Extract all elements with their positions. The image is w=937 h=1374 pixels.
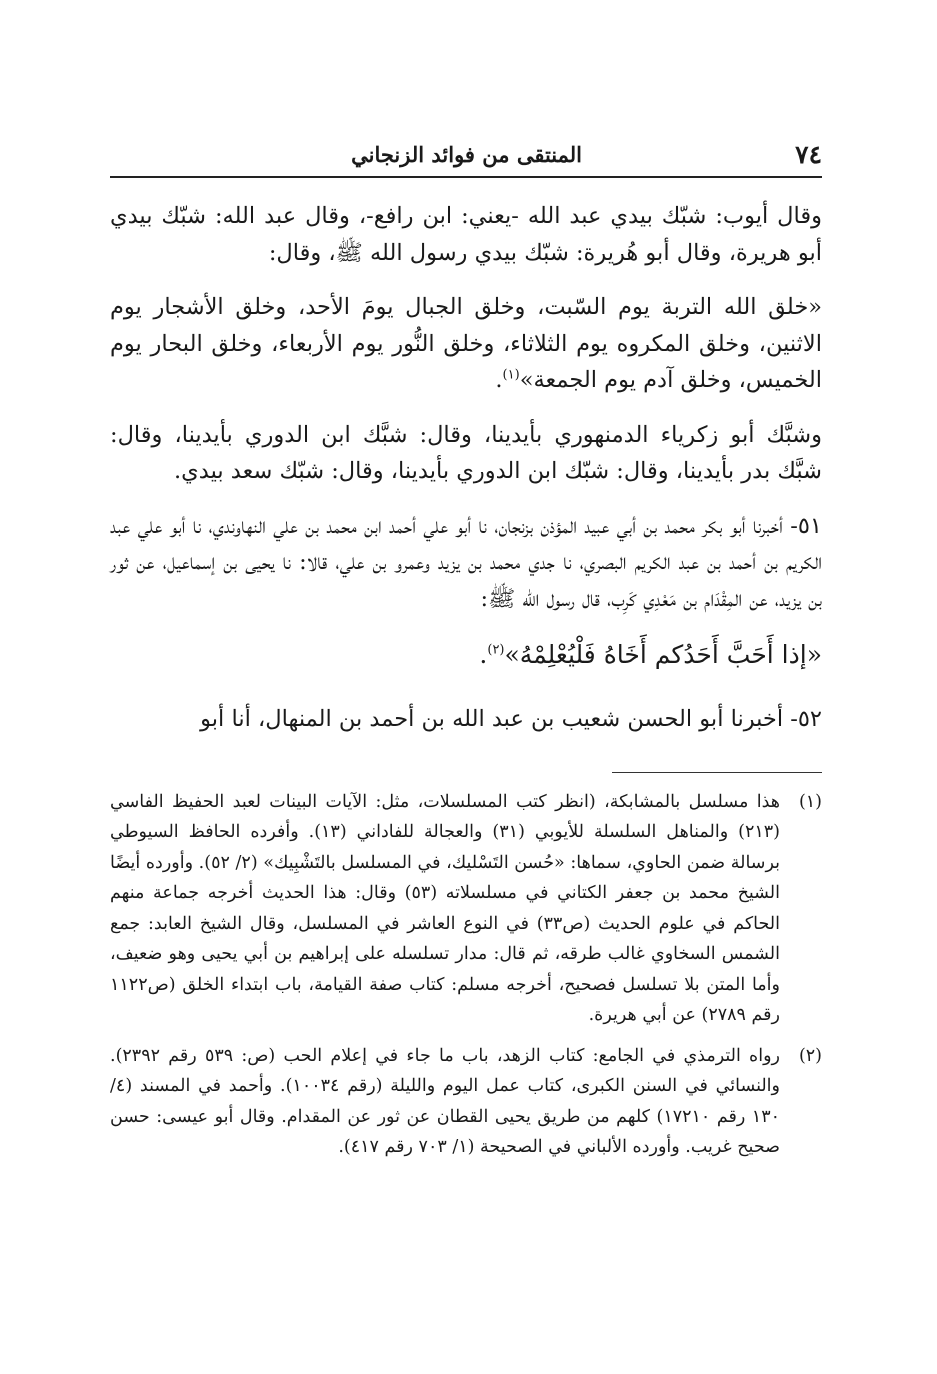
- footnotes: [110, 787, 822, 1163]
- footnote: [110, 1041, 822, 1163]
- page-header: [110, 136, 822, 178]
- main-text: [110, 198, 822, 738]
- hadith-text: «خلق الله التربة يوم السّبت، وخلق الجبال يومَ الأحد، وخلق الأشجار يوم الاثنين، وخلق المكروه يوم الثلاثاء، وخلق النُّور يوم الأربعاء، وخلق البحار يوم الخميس، وخلق آدم يوم الجمعة»: [110, 294, 822, 393]
- footnote-number: (٢): [798, 1045, 822, 1066]
- running-title: المنتقى من فوائد الزنجاني: [351, 142, 582, 167]
- footnote-ref[interactable]: (١): [502, 367, 520, 383]
- hadith-quote: [110, 635, 822, 675]
- footnote: [110, 787, 822, 1031]
- footnote-divider-wrap: [110, 772, 822, 773]
- paragraph: وشبَّك أبو زكرياء الدمنهوري بأيدينا، وقال: شبَّك ابن الدوري بأيدينا، وقال: شبَّك بدر بأيدينا، وقال: شبّك ابن الدوري بأيدينا، وقال: شبّك سعد بيدي.: [110, 421, 822, 484]
- period: .: [495, 367, 503, 393]
- footnote-ref[interactable]: (٢): [487, 642, 505, 658]
- footnote-text: رواه الترمذي في الجامع: كتاب الزهد، باب ما جاء في إعلام الحب (ص: ٥٣٩ رقم ٢٣٩٢). والنسائي في السنن الكبرى، كتاب عمل اليوم والليلة (رقم ١٠٠٣٤). وأحمد في المسند (٤/ ١٣٠ رقم ١٧٢١٠) كلهم من طريق يحيى القطان عن ثور عن المقدام. وقال أبو عيسى: حسن صحيح غريب. وأورده الألباني في الصحيحة (١/ ٧٠٣ رقم ٤١٧).: [110, 1045, 780, 1157]
- period: .: [479, 640, 488, 669]
- footnote-divider: [612, 772, 822, 773]
- footnote-text: هذا مسلسل بالمشابكة، (انظر كتب المسلسلات، مثل: الآيات البينات لعبد الحفيظ الفاسي (٢١٣) والمناهل السلسلة للأيوبي (٣١) والعجالة للفاداني (١٣). وأفرده الحافظ السيوطي برسالة ضمن الحاوي، سماها: «حُسن التَسْليك، في المسلسل بالتَشْبِيك» (٢/ ٥٢). وأورده أيضًا الشيخ محمد بن جعفر الكتاني في مسلسلاته (٥٣) وقال: هذا الحديث أخرجه جماعة منهم الحاكم في علوم الحديث (ص٣٣) في النوع العاشر في المسلسل، وقال الشيخ العابد: جمع الشمس السخاوي غالب طرقه، ثم قال: مدار تسلسله على إبراهيم بن أبي يحيى وهو ضعيف، وأما المتن بلا تسلسل فصحيح، أخرجه مسلم: كتاب صفة القيامة، باب ابتداء الخلق (ص١١٢٢ رقم ٢٧٨٩) عن أبي هريرة.: [110, 791, 780, 1025]
- page-number: ٧٤: [795, 140, 822, 169]
- book-page: [110, 136, 822, 1336]
- paragraph: وقال أيوب: شبّك بيدي عبد الله -يعني: ابن رافع-، وقال عبد الله: شبّك بيدي أبو هريرة، وقال أبو هُريرة: شبّك بيدي رسول الله ﷺ، وقال:: [110, 203, 822, 266]
- footnote-number: (١): [798, 791, 822, 812]
- hadith-paragraph: [110, 289, 822, 399]
- paragraph-isnad-52: ٥٢- أخبرنا أبو الحسن شعيب بن عبد الله بن أحمد بن المنهال، أنا أبو: [200, 706, 822, 732]
- hadith-text: «إذا أَحَبَّ أَحَدُكم أَخَاهُ فَلْيُعْلِمْهُ»: [504, 640, 822, 669]
- paragraph-isnad-51: ٥١- أخبرنا أبو بكر محمد بن أبي عبيد المؤذن بزنجان، نا أبو علي أحمد ابن محمد بن علي النهاوندي، نا أبو علي عبد الكريم بن أحمد بن عبد الكريم البصري، نا جدي محمد بن يزيد وعمرو بن علي، قالا: نا يحيى بن إسماعيل، عن ثور بن يزيد، عن المِقْدَام بن مَعْدِي كَرِب، قال رسول الله ﷺ:: [110, 512, 822, 612]
